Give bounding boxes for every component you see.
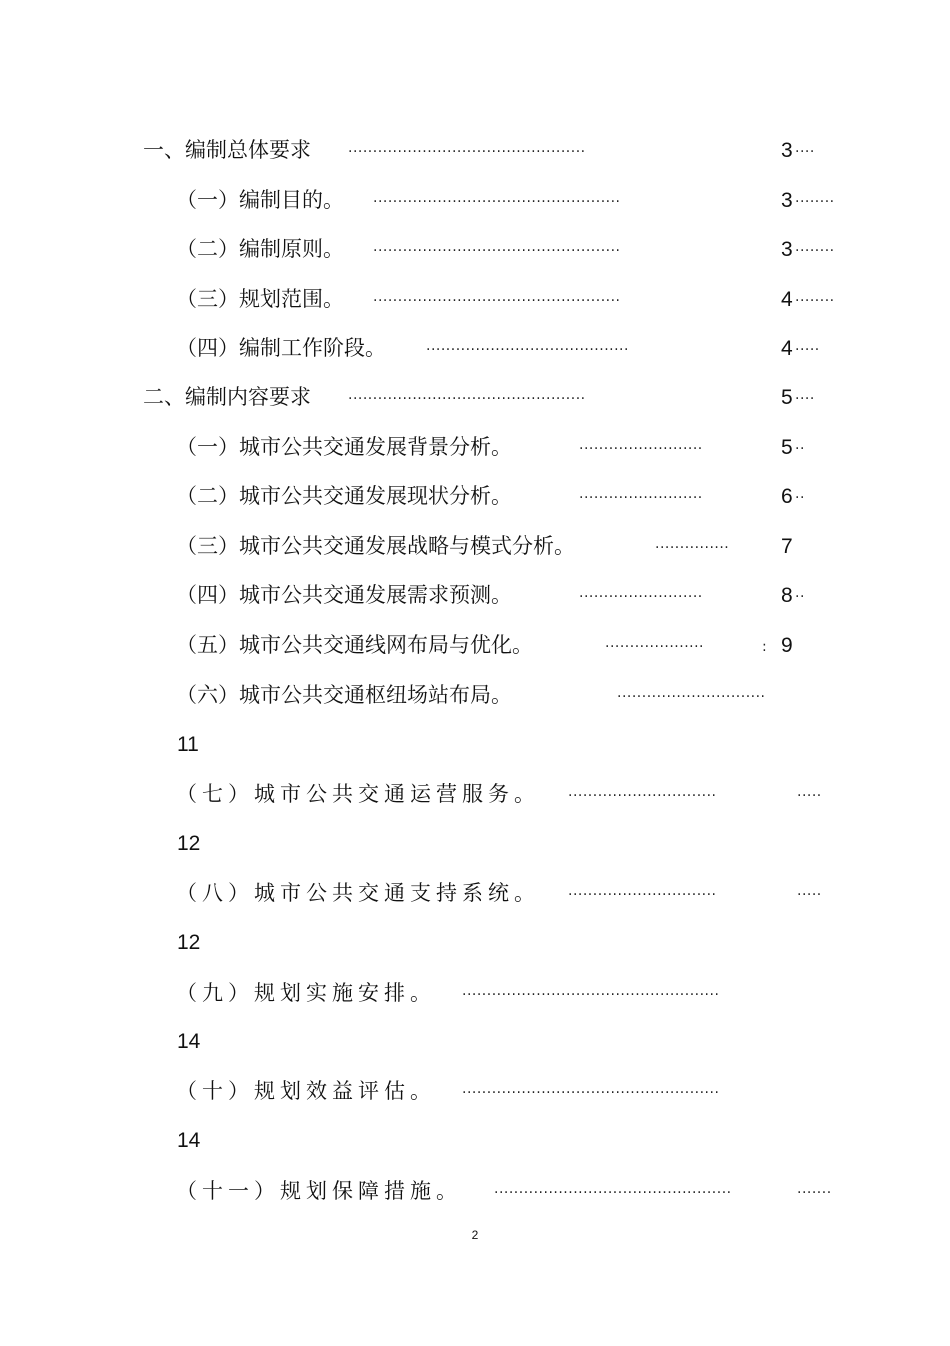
toc-entry-label: （十）规划效益评估。 — [176, 1079, 436, 1103]
toc-entry-label: （八）城市公共交通支持系统。 — [176, 881, 540, 905]
toc-leader-dots: ···················································· — [462, 987, 720, 1003]
toc-leader-dots: ······························ — [568, 788, 717, 804]
toc-leader-dots: ················································ — [494, 1185, 732, 1201]
toc-leader-dots: ························· — [579, 589, 703, 605]
toc-page-number: 3 — [781, 189, 793, 212]
toc-leader-dots: ························· — [579, 441, 703, 457]
toc-leader-dots: ········································· — [426, 342, 629, 358]
toc-entry-label: （一）编制目的。 — [176, 188, 344, 212]
toc-page-number: 9 — [781, 634, 793, 657]
toc-leader-tail: ·· — [795, 441, 805, 457]
toc-entry-label: （四）城市公共交通发展需求预测。 — [176, 583, 512, 607]
toc-page-number: 12 — [177, 931, 201, 954]
toc-leader-dots: ······························ — [568, 887, 717, 903]
toc-page-number: 14 — [177, 1030, 201, 1053]
toc-leader-tail: ········ — [795, 293, 835, 309]
toc-leader-tail: ·· — [795, 589, 805, 605]
toc-leader-tail: ···· — [795, 144, 815, 160]
toc-leader-dots: ··············· — [655, 540, 730, 556]
toc-leader-dots: ················································ — [348, 391, 586, 407]
toc-leader-dots: ···················································· — [462, 1085, 720, 1101]
toc-page-number: 3 — [781, 238, 793, 261]
toc-leader-tail: ····· — [797, 887, 822, 903]
toc-leader-dots: ······························ — [617, 689, 766, 705]
toc-entry-label: （五）城市公共交通线网布局与优化。 — [176, 633, 533, 657]
toc-entry-label: （二）编制原则。 — [176, 237, 344, 261]
toc-leader-dots: ················································ — [348, 144, 586, 160]
toc-leader-tail: ········ — [795, 243, 835, 259]
page-number-footer: 2 — [471, 1228, 479, 1242]
toc-entry-label: （四）编制工作阶段。 — [176, 336, 386, 360]
toc-page-number: 7 — [781, 535, 793, 558]
toc-page-number: 4 — [781, 337, 793, 360]
toc-leader-dots: ·················································· — [373, 194, 621, 210]
toc-entry-label: （十一）规划保障措施。 — [176, 1179, 462, 1203]
toc-leader-dots: ························· — [579, 490, 703, 506]
toc-leader-tail: : — [762, 639, 768, 655]
toc-entry-label: （六）城市公共交通枢纽场站布局。 — [176, 683, 512, 707]
toc-page-number: 8 — [781, 584, 793, 607]
toc-page-number: 11 — [177, 733, 199, 756]
toc-page-number: 4 — [781, 288, 793, 311]
toc-entry-label: （三）城市公共交通发展战略与模式分析。 — [176, 534, 575, 558]
toc-leader-tail: ····· — [797, 788, 822, 804]
toc-leader-tail: ···· — [795, 391, 815, 407]
toc-page-number: 12 — [177, 832, 201, 855]
toc-leader-tail: ····· — [795, 342, 820, 358]
toc-leader-tail: ·· — [795, 490, 805, 506]
toc-entry-label: （七）城市公共交通运营服务。 — [176, 782, 540, 806]
toc-entry-label: （二）城市公共交通发展现状分析。 — [176, 484, 512, 508]
toc-leader-dots: ·················································· — [373, 243, 621, 259]
toc-entry-label: 一、编制总体要求 — [143, 138, 311, 162]
toc-page-number: 5 — [781, 436, 793, 459]
toc-page-number: 3 — [781, 139, 793, 162]
toc-entry-label: （一）城市公共交通发展背景分析。 — [176, 435, 512, 459]
toc-entry-label: （九）规划实施安排。 — [176, 981, 436, 1005]
toc-page-number: 14 — [177, 1129, 201, 1152]
toc-leader-tail: ······· — [797, 1185, 832, 1201]
toc-entry-label: （三）规划范围。 — [176, 287, 344, 311]
toc-leader-dots: ·················································· — [373, 293, 621, 309]
toc-leader-dots: ···················· — [605, 639, 705, 655]
toc-page-number: 6 — [781, 485, 793, 508]
toc-entry-label: 二、编制内容要求 — [143, 385, 311, 409]
toc-page-number: 5 — [781, 386, 793, 409]
toc-leader-tail: ········ — [795, 194, 835, 210]
